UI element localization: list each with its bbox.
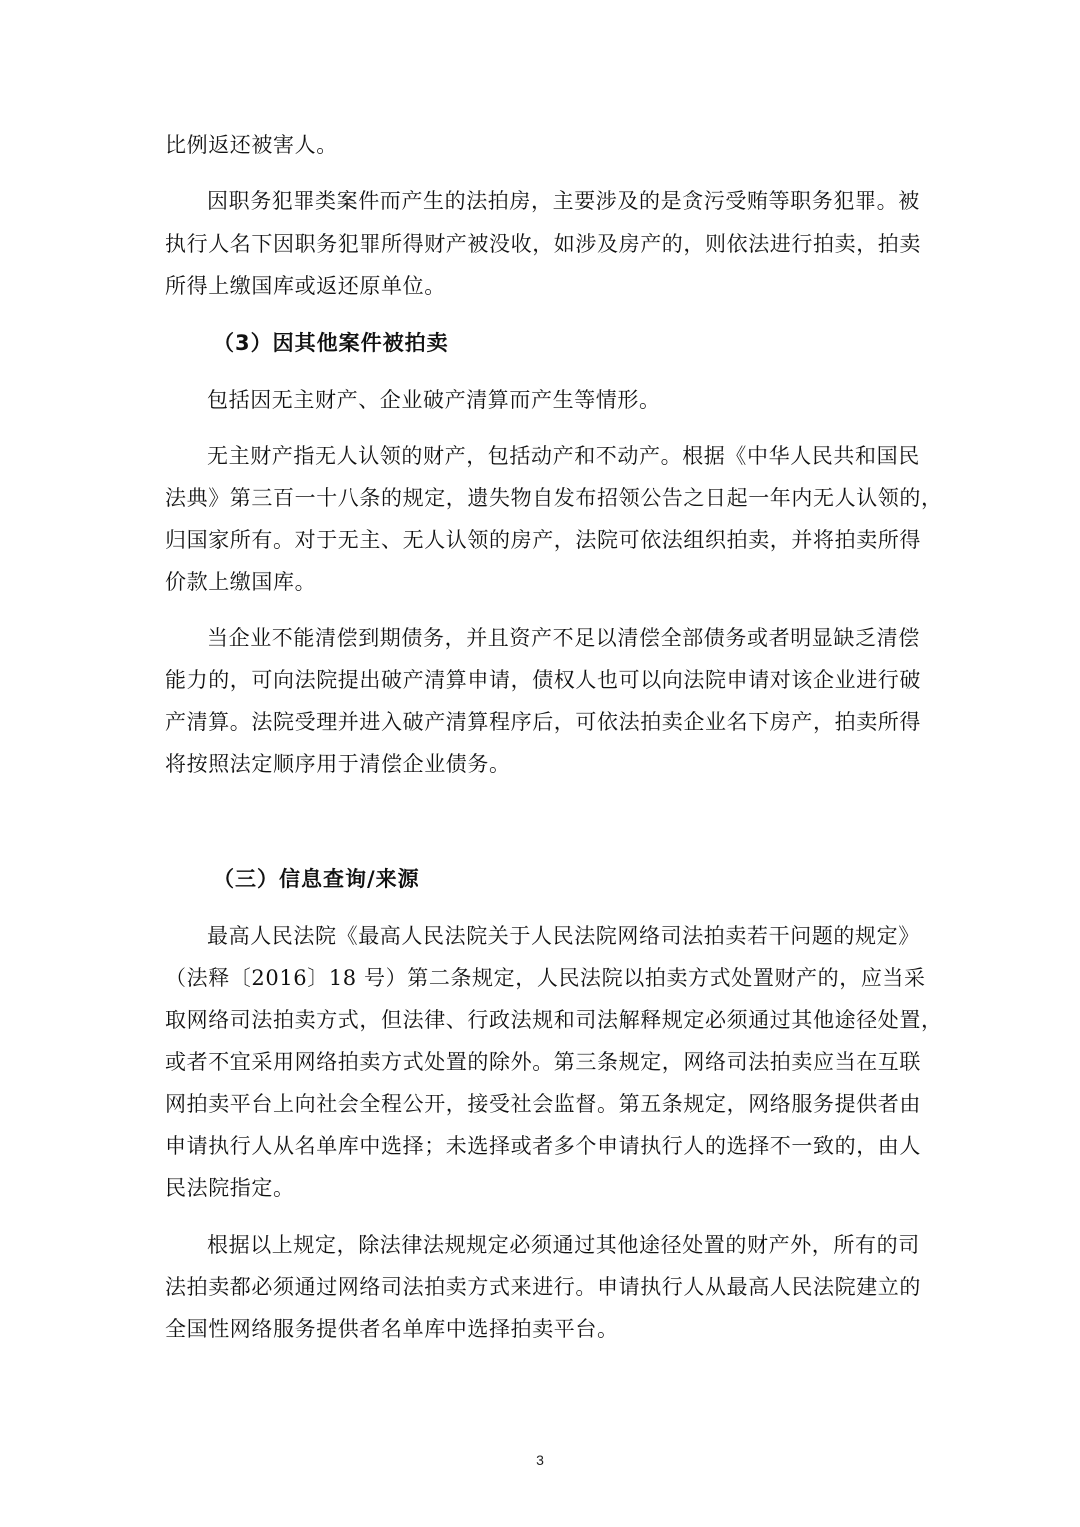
paragraph-line: 网拍卖平台上向社会全程公开，接受社会监督。第五条规定，网络服务提供者由 [165,1092,921,1116]
paragraph-line: 比例返还被害人。 [165,133,338,157]
section-heading: （三）信息查询/来源 [213,867,420,891]
paragraph-line: 无主财产指无人认领的财产，包括动产和不动产。根据《中华人民共和国民 [207,444,920,468]
section-heading: （3）因其他案件被拍卖 [213,331,449,355]
paragraph-line: 全国性网络服务提供者名单库中选择拍卖平台。 [165,1317,619,1341]
paragraph-line: 民法院指定。 [165,1176,295,1200]
paragraph-line: 所得上缴国库或返还原单位。 [165,274,446,298]
paragraph-line: 法拍卖都必须通过网络司法拍卖方式来进行。申请执行人从最高人民法院建立的 [165,1275,921,1299]
paragraph-line: 或者不宜采用网络拍卖方式处置的除外。第三条规定，网络司法拍卖应当在互联 [165,1050,921,1074]
paragraph-line: 根据以上规定，除法律法规规定必须通过其他途径处置的财产外，所有的司 [207,1233,920,1257]
paragraph-line: 执行人名下因职务犯罪所得财产被没收，如涉及房产的，则依法进行拍卖，拍卖 [165,232,921,256]
paragraph-line: 申请执行人从名单库中选择；未选择或者多个申请执行人的选择不一致的，由人 [165,1134,921,1158]
paragraph-line: 最高人民法院《最高人民法院关于人民法院网络司法拍卖若干问题的规定》 [207,924,920,948]
paragraph-line: （法释〔2016〕18 号）第二条规定，人民法院以拍卖方式处置财产的，应当采 [165,966,926,990]
paragraph-line: 法典》第三百一十八条的规定，遗失物自发布招领公告之日起一年内无人认领的， [165,486,943,510]
paragraph-line: 归国家所有。对于无主、无人认领的房产，法院可依法组织拍卖，并将拍卖所得 [165,528,921,552]
paragraph-line: 产清算。法院受理并进入破产清算程序后，可依法拍卖企业名下房产，拍卖所得 [165,710,921,734]
paragraph-line: 取网络司法拍卖方式，但法律、行政法规和司法解释规定必须通过其他途径处置， [165,1008,943,1032]
paragraph-line: 能力的，可向法院提出破产清算申请，债权人也可以向法院申请对该企业进行破 [165,668,921,692]
paragraph-line: 当企业不能清偿到期债务，并且资产不足以清偿全部债务或者明显缺乏清偿 [207,626,920,650]
paragraph-line: 包括因无主财产、企业破产清算而产生等情形。 [207,388,661,412]
paragraph-line: 将按照法定顺序用于清偿企业债务。 [165,752,511,776]
paragraph-line: 价款上缴国库。 [165,570,317,594]
paragraph-line: 因职务犯罪类案件而产生的法拍房，主要涉及的是贪污受贿等职务犯罪。被 [207,189,920,213]
page-number: 3 [536,1452,544,1468]
